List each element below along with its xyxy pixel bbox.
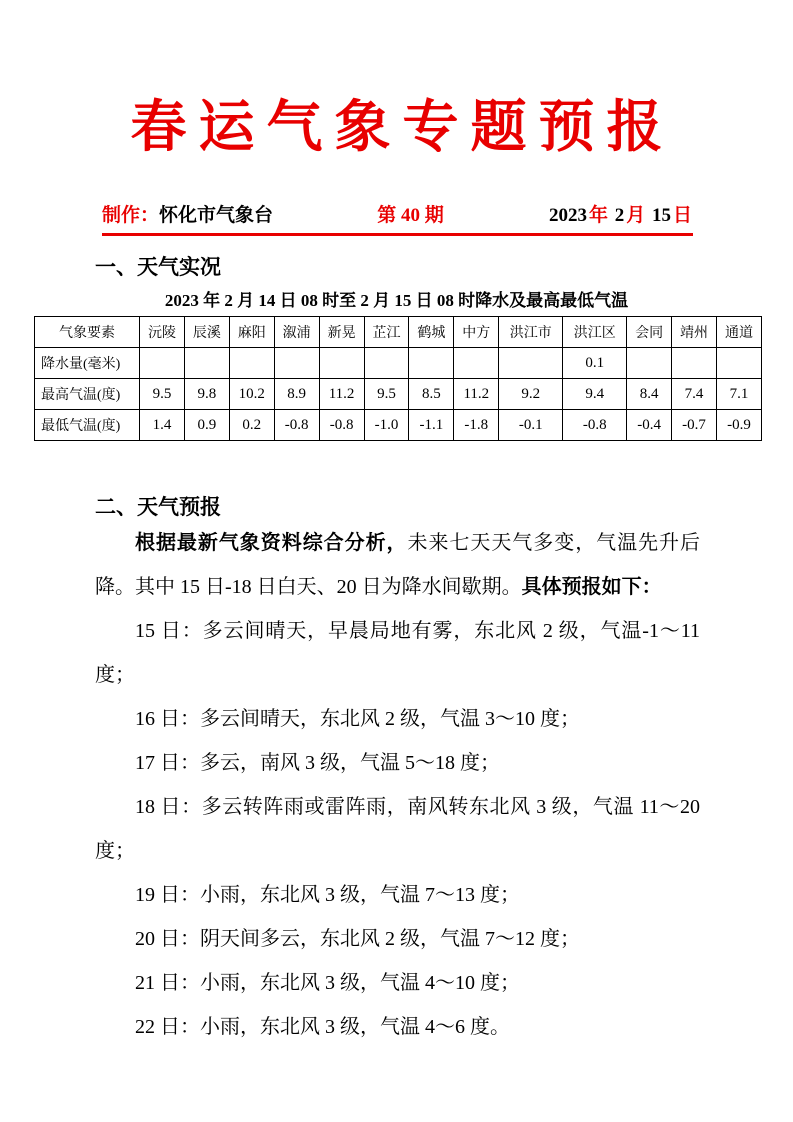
cell <box>454 348 499 379</box>
row-label: 降水量(毫米) <box>35 348 140 379</box>
forecast-day-22: 22 日：小雨，东北风 3 级，气温 4～6 度。 <box>135 1016 510 1038</box>
col-header: 芷江 <box>364 317 409 348</box>
cell <box>409 348 454 379</box>
intro-bold-tail: 具体预报如下： <box>521 576 662 598</box>
cell: 11.2 <box>319 379 364 410</box>
row-label: 最低气温(度) <box>35 410 140 441</box>
cell <box>499 348 563 379</box>
cell <box>672 348 717 379</box>
cell: 7.4 <box>672 379 717 410</box>
forecast-day-20: 20 日：阴天间多云，东北风 2 级，气温 7～12 度； <box>135 928 580 950</box>
cell: 11.2 <box>454 379 499 410</box>
col-header: 会同 <box>627 317 672 348</box>
weather-table-header-row <box>35 317 762 348</box>
cell: 9.5 <box>140 379 185 410</box>
col-header: 麻阳 <box>229 317 274 348</box>
col-header: 新晃 <box>319 317 364 348</box>
forecast-intro-paragraph <box>95 521 700 609</box>
cell <box>274 348 319 379</box>
producer <box>102 204 273 228</box>
cell: 0.9 <box>184 410 229 441</box>
cell: -0.4 <box>627 410 672 441</box>
issue-number: 第 40 期 <box>377 205 444 226</box>
date-day-unit: 日 <box>672 205 692 226</box>
col-header: 沅陵 <box>140 317 185 348</box>
cell: 8.5 <box>409 379 454 410</box>
col-header: 鹤城 <box>409 317 454 348</box>
date-month: 2 <box>614 205 625 226</box>
cell <box>627 348 672 379</box>
col-header: 靖州 <box>672 317 717 348</box>
forecast-day-21: 21 日：小雨，东北风 3 级，气温 4～10 度； <box>135 972 520 994</box>
cell: 0.2 <box>229 410 274 441</box>
date-year-unit: 年 <box>588 205 608 226</box>
col-header: 中方 <box>454 317 499 348</box>
cell: 9.5 <box>364 379 409 410</box>
producer-name: 怀化市气象台 <box>159 205 274 226</box>
row-label: 最高气温(度) <box>35 379 140 410</box>
col-header: 气象要素 <box>35 317 140 348</box>
col-header: 洪江区 <box>563 317 627 348</box>
forecast-day-18: 18 日：多云转阵雨或雷阵雨，南风转东北风 3 级，气温 11～20 度； <box>95 796 700 862</box>
issue-date <box>548 204 693 228</box>
document-title: 春运气象专题预报 <box>130 97 675 159</box>
cell: 9.2 <box>499 379 563 410</box>
weather-table-caption: 2023 年 2 月 14 日 08 时至 2 月 15 日 08 时降水及最高最低气温 <box>164 291 629 310</box>
forecast-day-19: 19 日：小雨，东北风 3 级，气温 7～13 度； <box>135 884 520 906</box>
cell <box>229 348 274 379</box>
cell: 7.1 <box>717 379 762 410</box>
cell: -1.8 <box>454 410 499 441</box>
cell: 0.1 <box>563 348 627 379</box>
cell: 9.8 <box>184 379 229 410</box>
col-header: 辰溪 <box>184 317 229 348</box>
cell: 9.4 <box>563 379 627 410</box>
cell: 8.9 <box>274 379 319 410</box>
cell <box>184 348 229 379</box>
forecast-day-15: 15 日：多云间晴天，早晨局地有雾，东北风 2 级，气温-1～11 度； <box>95 620 700 686</box>
forecast-day-17: 17 日：多云，南风 3 级，气温 5～18 度； <box>135 752 500 774</box>
cell <box>364 348 409 379</box>
forecast-day-16: 16 日：多云间晴天，东北风 2 级，气温 3～10 度； <box>135 708 580 730</box>
section1-heading: 一、天气实况 <box>95 255 221 279</box>
table-row-precipitation <box>35 348 762 379</box>
cell <box>319 348 364 379</box>
col-header: 通道 <box>717 317 762 348</box>
table-row-min-temp <box>35 410 762 441</box>
cell: 1.4 <box>140 410 185 441</box>
date-month-unit: 月 <box>626 205 646 226</box>
date-day: 15 <box>651 205 671 226</box>
cell: -0.7 <box>672 410 717 441</box>
header-divider <box>102 233 693 236</box>
cell: 10.2 <box>229 379 274 410</box>
document-meta-row <box>102 204 693 228</box>
date-year: 2023 <box>548 205 587 226</box>
cell: -1.1 <box>409 410 454 441</box>
cell: 8.4 <box>627 379 672 410</box>
producer-label: 制作： <box>102 205 160 226</box>
cell: -0.8 <box>563 410 627 441</box>
col-header: 洪江市 <box>499 317 563 348</box>
intro-bold-lead: 根据最新气象资料综合分析， <box>135 532 408 554</box>
cell <box>140 348 185 379</box>
intro-body: 未来七天天气多变，气温先升后降。其中 15 日-18 日白天、20 日为降水间歇期。 <box>95 532 700 598</box>
cell: -0.8 <box>319 410 364 441</box>
cell: -0.9 <box>717 410 762 441</box>
cell: -1.0 <box>364 410 409 441</box>
table-row-max-temp <box>35 379 762 410</box>
cell <box>717 348 762 379</box>
cell: -0.1 <box>499 410 563 441</box>
col-header: 溆浦 <box>274 317 319 348</box>
cell: -0.8 <box>274 410 319 441</box>
section2-heading: 二、天气预报 <box>95 495 221 519</box>
weather-table <box>34 316 762 441</box>
